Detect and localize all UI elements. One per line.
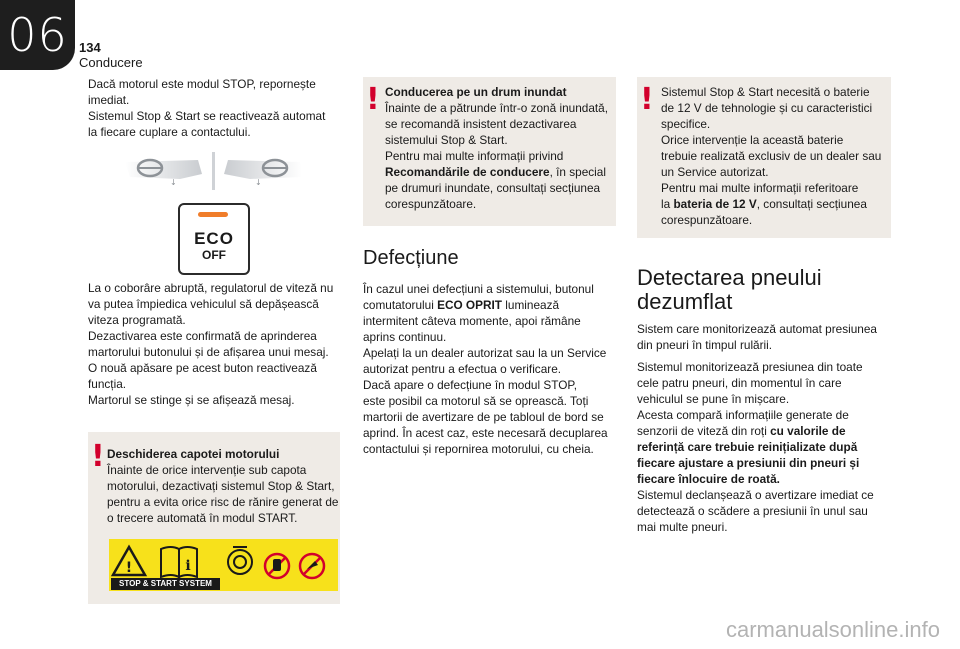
driving-recommendations-ref: Recomandările de conducere <box>385 165 550 179</box>
watermark: carmanualsonline.info <box>725 617 940 642</box>
heading-defect: Defecțiune <box>363 247 459 269</box>
chapter-tab: 06 <box>0 0 75 70</box>
no-spray-icon <box>300 554 324 578</box>
eco-led-indicator <box>198 212 228 217</box>
svg-text:↓: ↓ <box>255 178 262 187</box>
svg-text:i: i <box>185 558 191 574</box>
warning-box-bonnet: ! Deschiderea capotei motorului Înainte de orice intervenție sub capota motorului, dezactivați sistemul Stop & Start, pentru a evita orice risc de rănire generat de o trecere automată în modul START. ! i STOP & START SYSTEM <box>88 432 340 604</box>
stop-start-warning-label <box>109 539 338 591</box>
section-name: Conducere <box>79 55 143 70</box>
warning-icon: ! <box>640 82 654 117</box>
no-hands-icon <box>265 554 289 578</box>
manual-book-icon <box>161 547 197 577</box>
warning-title: Conducerea pe un drum inundat <box>385 85 567 99</box>
intro-paragraph: Dacă motorul este modul STOP, repornește imediat. Sistemul Stop & Start se reactivează automat la fiecare cuplare a contactului. <box>88 77 326 139</box>
off-label: OFF <box>202 248 226 262</box>
svg-text:!: ! <box>125 560 133 576</box>
warning-icon: ! <box>366 82 380 117</box>
tyre-paragraph-2: Sistemul monitorizează presiunea din toate cele patru pneuri, din momentul în care vehiculul se pune în mișcare. Acesta compară informațiile generate de senzorii de viteză din roți cu valorile de referință care trebuie reinițializate după fiecare ajustare a presiunii din pneuri și fiecare înlocuire de roată. Sistemul declanșează o avertizare imediat ce detectează o scădere a presiunii în unul sau mai multe pneuri. <box>637 360 874 534</box>
belt-hazard-icon <box>228 547 252 574</box>
warning-title: Deschiderea capotei motorului <box>107 447 280 461</box>
dashboard-illustration <box>120 152 310 190</box>
cruise-paragraph: La o coborâre abruptă, regulatorul de viteză nu va putea împiedica vehiculul să depășească viteza programată. Dezactivarea este confirmată de aprinderea martorului butonului și de afișarea unui mesaj. O nouă apăsare pe acest buton reactivează funcția. Martorul se stinge și se afișează mesaj. <box>88 281 334 407</box>
warning-box-flooded-road: ! Conducerea pe un drum inundat Înainte de a pătrunde într-o zonă inundată, se recomandă insistent dezactivarea sistemului Stop & Start. Pentru mai multe informații privind Recomandările de conducere, în special pe drumuri inundate, consultați secțiunea corespunzătoare. <box>363 77 616 226</box>
eco-label: ECO <box>194 229 234 248</box>
eco-off-button[interactable] <box>178 203 250 275</box>
warning-icon: ! <box>91 439 105 474</box>
warning-box-battery: ! Sistemul Stop & Start necesită o baterie de 12 V de tehnologie și cu caracteristici specifice. Orice intervenție la această baterie trebuie realizată exclusiv de un dealer sau un Service autorizat. Pentru mai multe informații referitoare la bateria de 12 V, consultați secțiunea corespunzătoare. <box>637 77 891 238</box>
stop-start-system-label: STOP & START SYSTEM <box>111 578 220 590</box>
defect-paragraph: În cazul unei defecțiuni a sistemului, butonul comutatorului ECO OPRIT luminează intermitent câteva momente, apoi rămâne aprins continuu. Apelați la un dealer autorizat sau la un Service autorizat pentru a efectua o verificare. Dacă apare o defecțiune în modul STOP, este posibil ca motorul să se oprească. Toți martorii de avertizare de pe tabloul de bord se aprind. În acest caz, este necesară decuplarea contactului și repornirea motorului, cu cheia. <box>363 282 608 456</box>
battery-ref: bateria de 12 V <box>673 197 757 211</box>
heading-tyre-detection: Detectarea pneului dezumflat <box>637 265 822 314</box>
svg-text:↓: ↓ <box>170 178 177 187</box>
tyre-paragraph-1: Sistem care monitorizează automat presiunea din pneuri în timpul rulării. <box>637 322 877 352</box>
page-number: 134 <box>79 40 101 55</box>
